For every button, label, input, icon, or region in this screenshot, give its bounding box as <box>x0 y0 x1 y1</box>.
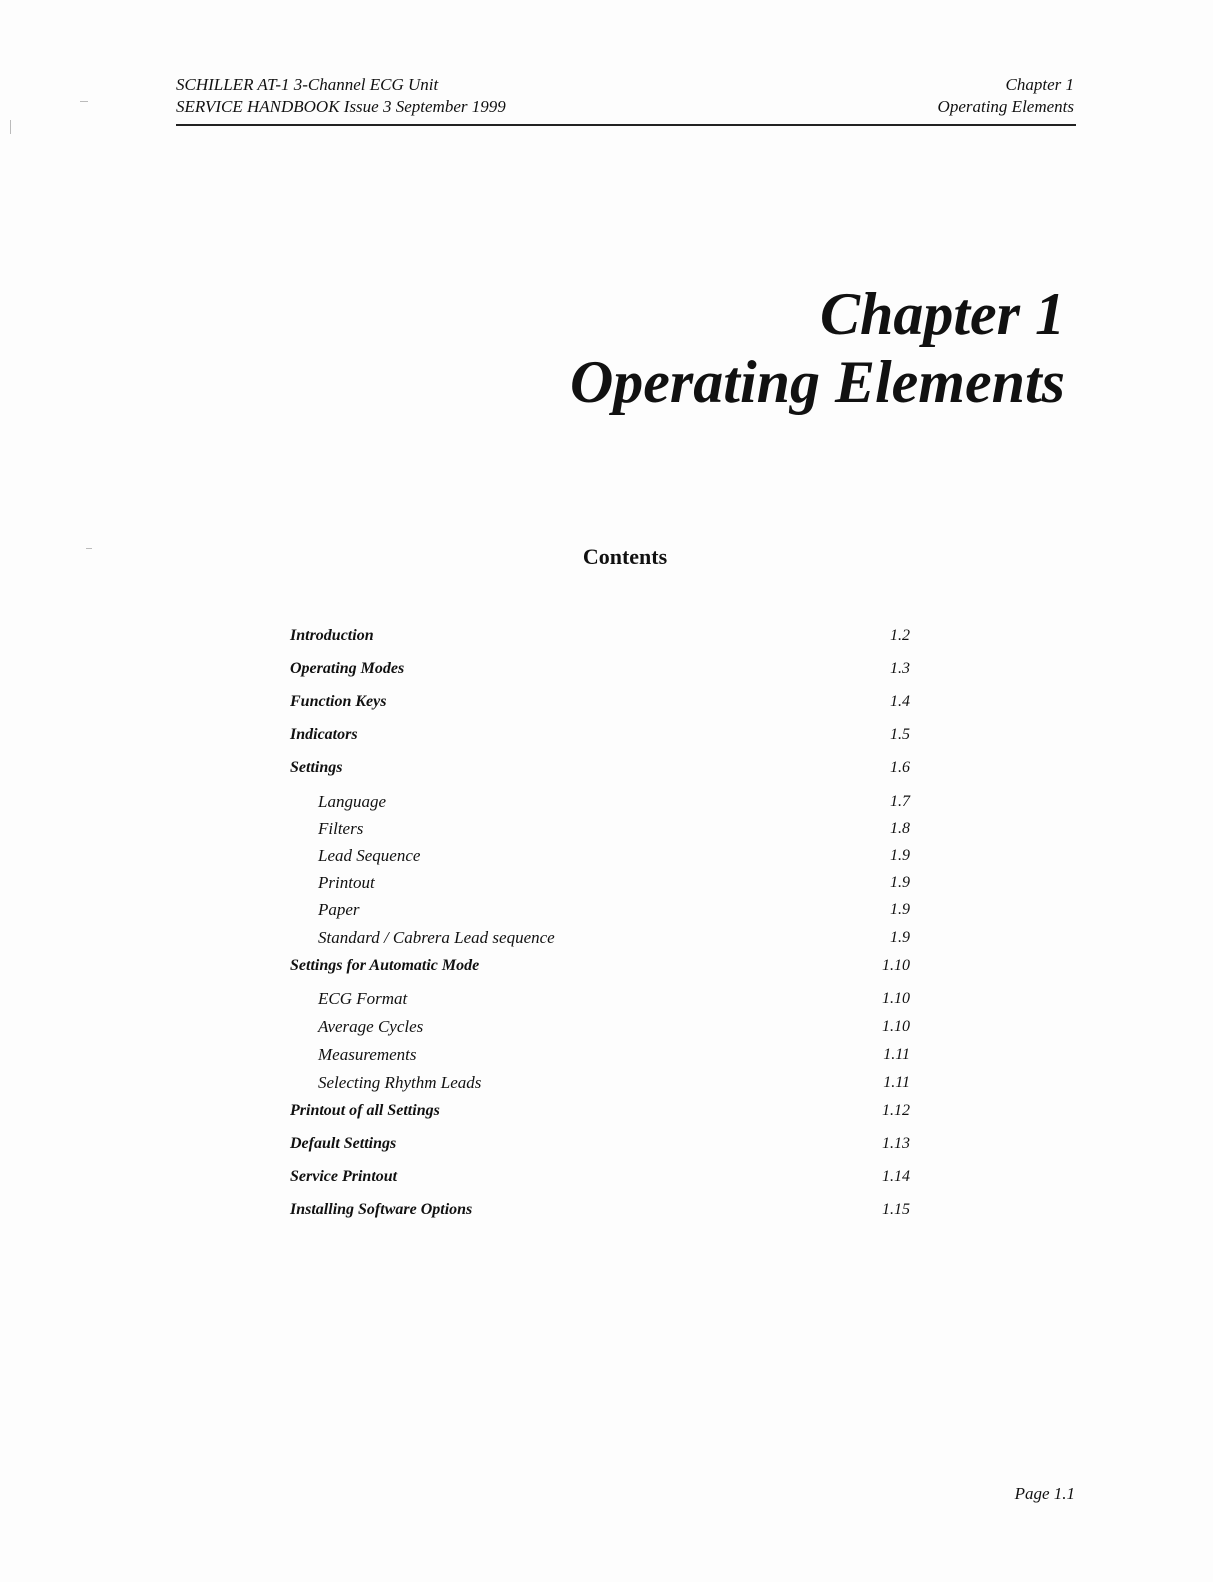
toc-entry[interactable] <box>290 690 920 714</box>
toc-entry-page: 1.9 <box>890 929 910 946</box>
toc-entry-label: Operating Modes <box>290 660 405 677</box>
page-number: Page 1.1 <box>1014 1484 1075 1503</box>
toc-entry-label: Lead Sequence <box>318 846 421 865</box>
toc-entry[interactable] <box>290 624 920 648</box>
toc-entry-label: Standard / Cabrera Lead sequence <box>318 928 555 947</box>
toc-entry[interactable] <box>290 1071 920 1095</box>
toc-entry-page: 1.10 <box>882 957 910 974</box>
toc-entry-label: Function Keys <box>290 693 387 710</box>
toc-entry-label: Installing Software Options <box>290 1201 473 1218</box>
toc-entry-page: 1.13 <box>882 1135 910 1152</box>
header-product-line: SCHILLER AT-1 3-Channel ECG Unit <box>176 75 439 94</box>
header-chapter-line: Chapter 1 <box>1005 75 1074 94</box>
toc-entry[interactable] <box>290 954 920 978</box>
toc-entry-label: Settings for Automatic Mode <box>290 957 480 974</box>
scan-artifact <box>10 120 11 134</box>
toc-entry[interactable] <box>290 871 920 895</box>
toc-entry-page: 1.11 <box>883 1074 910 1091</box>
toc-entry-page: 1.9 <box>890 874 910 891</box>
toc-entry-label: Default Settings <box>290 1135 397 1152</box>
toc-entry-label: Average Cycles <box>318 1017 424 1036</box>
toc-entry-page: 1.9 <box>890 901 910 918</box>
toc-entry-page: 1.5 <box>890 726 910 743</box>
toc-entry[interactable] <box>290 723 920 747</box>
toc-entry-page: 1.14 <box>882 1168 910 1185</box>
header-issue-line: SERVICE HANDBOOK Issue 3 September 1999 <box>176 97 506 116</box>
toc-entry-label: Selecting Rhythm Leads <box>318 1073 482 1092</box>
toc-entry[interactable] <box>290 657 920 681</box>
toc-entry-page: 1.15 <box>882 1201 910 1218</box>
page-header <box>176 74 1076 126</box>
toc-entry-page: 1.2 <box>890 627 910 644</box>
toc-entry-label: Service Printout <box>290 1168 398 1185</box>
toc-entry-label: ECG Format <box>318 989 408 1008</box>
toc-entry-page: 1.8 <box>890 820 910 837</box>
chapter-name: Operating Elements <box>569 349 1065 415</box>
scan-artifact <box>80 101 88 102</box>
chapter-number: Chapter 1 <box>819 281 1065 347</box>
toc-entry-page: 1.7 <box>890 793 910 810</box>
toc-entry-page: 1.4 <box>890 693 910 710</box>
toc-entry[interactable] <box>290 926 920 950</box>
toc-entry-page: 1.12 <box>882 1102 910 1119</box>
toc-entry[interactable] <box>290 1043 920 1067</box>
toc-entry-label: Settings <box>290 759 343 776</box>
toc-entry[interactable] <box>290 898 920 922</box>
toc-entry[interactable] <box>290 844 920 868</box>
toc-entry[interactable] <box>290 987 920 1011</box>
toc-entry-page: 1.10 <box>882 990 910 1007</box>
toc-entry-label: Printout <box>318 873 375 892</box>
toc-entry[interactable] <box>290 1198 920 1222</box>
toc-entry[interactable] <box>290 1165 920 1189</box>
toc-entry-label: Filters <box>318 819 364 838</box>
toc-entry-label: Measurements <box>318 1045 417 1064</box>
header-left <box>176 74 506 118</box>
header-chapter-title: Operating Elements <box>937 97 1074 116</box>
toc-entry-label: Indicators <box>290 726 358 743</box>
toc-entry-label: Language <box>318 792 386 811</box>
toc-entry[interactable] <box>290 756 920 780</box>
toc-entry-page: 1.6 <box>890 759 910 776</box>
toc-entry[interactable] <box>290 790 920 814</box>
chapter-title <box>570 280 1065 416</box>
toc-entry-page: 1.11 <box>883 1046 910 1063</box>
contents-heading: Contents <box>582 544 668 569</box>
toc-entry[interactable] <box>290 1099 920 1123</box>
header-right <box>938 74 1074 118</box>
toc-entry[interactable] <box>290 817 920 841</box>
toc-entry[interactable] <box>290 1015 920 1039</box>
toc-entry-label: Paper <box>318 900 360 919</box>
toc-entry[interactable] <box>290 1132 920 1156</box>
toc-entry-page: 1.3 <box>890 660 910 677</box>
toc-entry-label: Introduction <box>290 627 374 644</box>
toc-entry-page: 1.9 <box>890 847 910 864</box>
toc-entry-page: 1.10 <box>882 1018 910 1035</box>
toc-entry-label: Printout of all Settings <box>290 1102 440 1119</box>
